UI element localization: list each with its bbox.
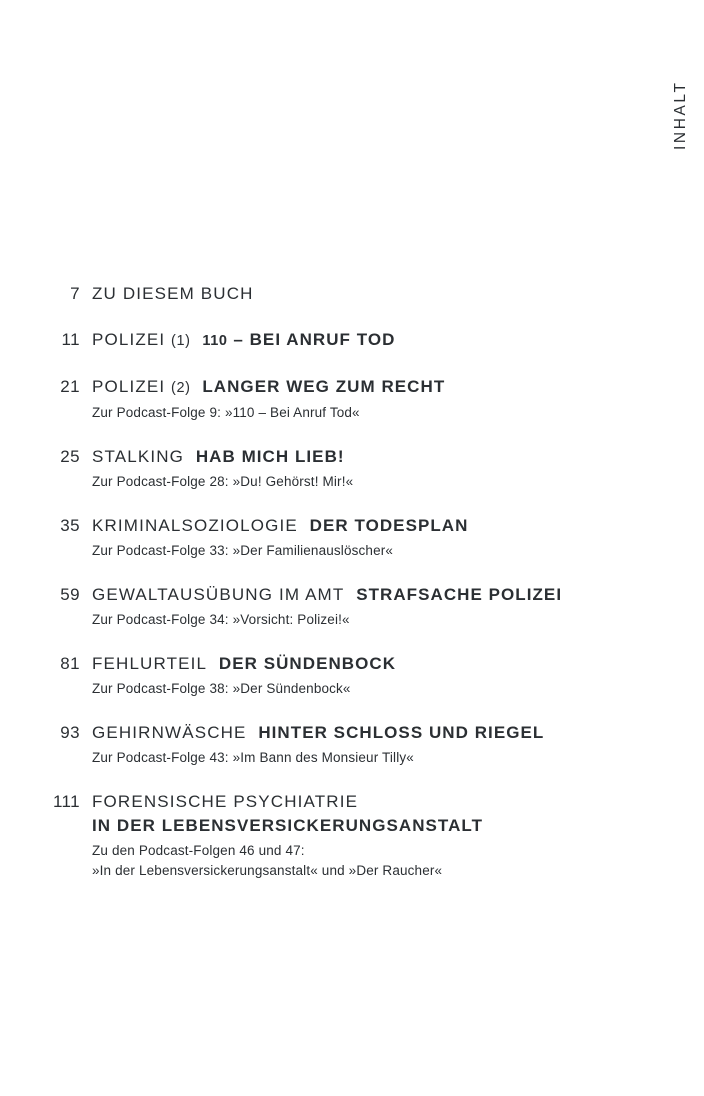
toc-title: STRAFSACHE POLIZEI <box>356 585 563 604</box>
toc-entry-body <box>92 790 704 881</box>
toc-entry-body <box>92 282 704 306</box>
toc-category: GEWALTAUSÜBUNG IM AMT <box>92 585 345 604</box>
toc-page-number: 59 <box>60 585 80 604</box>
toc-title-line <box>92 790 704 838</box>
toc-entry-body <box>92 652 704 699</box>
toc-entry-body <box>92 375 704 423</box>
toc-category: GEHIRNWÄSCHE <box>92 723 247 742</box>
toc-subtitle: Zur Podcast-Folge 43: »Im Bann des Monsieur Tilly« <box>92 750 414 765</box>
toc-subtitle: Zur Podcast-Folge 28: »Du! Gehörst! Mir!« <box>92 474 354 489</box>
toc-title-line <box>92 282 704 306</box>
toc-title-line <box>92 583 704 607</box>
toc-page-number: 7 <box>70 284 80 303</box>
toc-title-line <box>92 514 704 538</box>
toc-entry[interactable] <box>0 375 704 423</box>
toc-page-number: 25 <box>60 447 80 466</box>
toc-entry-body <box>92 514 704 561</box>
toc-entry[interactable] <box>0 652 704 699</box>
toc-title: IN DER LEBENSVERSICKERUNGSANSTALT <box>92 816 484 835</box>
toc-category: FORENSISCHE PSYCHIATRIE <box>92 792 359 811</box>
toc-title-line <box>92 328 704 353</box>
toc-entry-body <box>92 445 704 492</box>
toc-page-number: 11 <box>61 330 80 349</box>
toc-entry[interactable] <box>0 790 704 881</box>
table-of-contents <box>0 282 704 903</box>
toc-entry[interactable] <box>0 328 704 353</box>
toc-title: LANGER WEG ZUM RECHT <box>202 377 446 396</box>
toc-marker: (2) <box>171 380 191 396</box>
toc-title: – BEI ANRUF TOD <box>233 330 396 349</box>
toc-subtitle: Zur Podcast-Folge 38: »Der Sündenbock« <box>92 681 351 696</box>
toc-entry-body <box>92 328 704 353</box>
toc-subtitle: Zur Podcast-Folge 34: »Vorsicht: Polizei!« <box>92 612 350 627</box>
toc-title: HAB MICH LIEB! <box>195 447 345 466</box>
toc-category: POLIZEI <box>92 377 166 396</box>
toc-title-line <box>92 721 704 745</box>
toc-marker: (1) <box>171 333 191 349</box>
running-head: INHALT <box>672 80 689 150</box>
toc-episode-number: 110 <box>202 333 228 349</box>
toc-entry[interactable] <box>0 583 704 630</box>
toc-title: HINTER SCHLOSS UND RIEGEL <box>258 723 545 742</box>
toc-title-line <box>92 445 704 469</box>
toc-subtitle: Zur Podcast-Folge 33: »Der Familienauslöscher« <box>92 543 394 558</box>
toc-category: ZU DIESEM BUCH <box>92 284 254 303</box>
toc-title-line <box>92 375 704 400</box>
toc-title: DER TODESPLAN <box>309 516 469 535</box>
toc-title-line <box>92 652 704 676</box>
toc-page-number: 81 <box>60 654 80 673</box>
toc-page-number: 35 <box>60 516 80 535</box>
toc-subtitle-second-line: »In der Lebensversickerungsanstalt« und »Der Raucher« <box>92 863 443 878</box>
toc-category: KRIMINALSOZIOLOGIE <box>92 516 298 535</box>
toc-entry[interactable] <box>0 514 704 561</box>
toc-category: POLIZEI <box>92 330 166 349</box>
toc-entry-body <box>92 721 704 768</box>
toc-subtitle: Zu den Podcast-Folgen 46 und 47: <box>92 843 305 858</box>
toc-entry-body <box>92 583 704 630</box>
toc-entry[interactable] <box>0 721 704 768</box>
toc-page-number: 21 <box>60 377 80 396</box>
toc-category: STALKING <box>92 447 185 466</box>
toc-page-number: 93 <box>60 723 80 742</box>
toc-title: DER SÜNDENBOCK <box>218 654 397 673</box>
toc-entry[interactable] <box>0 445 704 492</box>
toc-page-number: 111 <box>52 792 80 811</box>
toc-subtitle: Zur Podcast-Folge 9: »110 – Bei Anruf Tod« <box>92 405 360 420</box>
toc-category: FEHLURTEIL <box>92 654 208 673</box>
toc-entry[interactable] <box>0 282 704 306</box>
